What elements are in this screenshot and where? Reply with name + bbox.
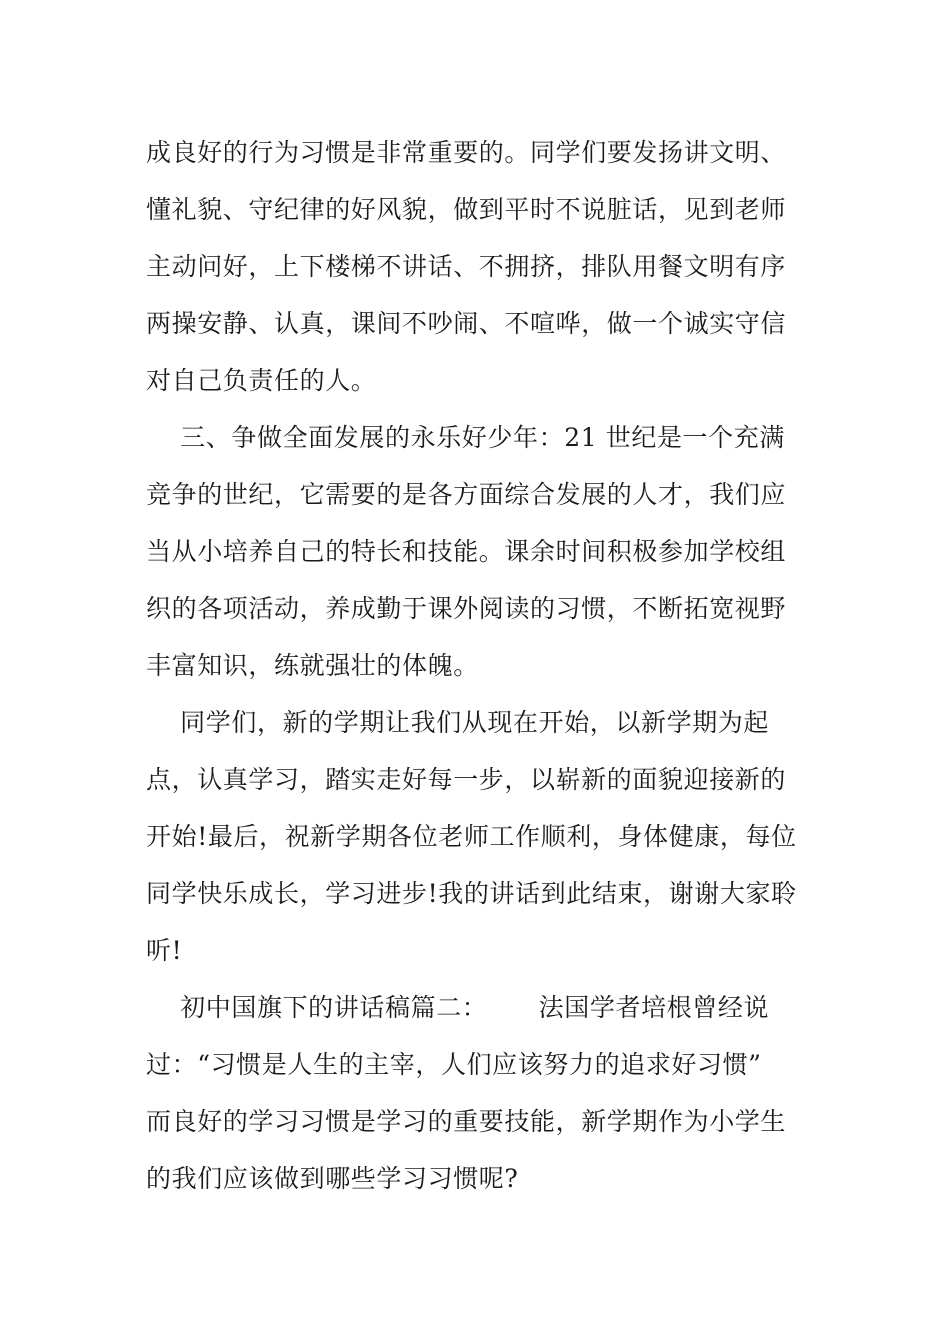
text-line: 同学快乐成长，学习进步!我的讲话到此结束，谢谢大家聆	[146, 879, 797, 908]
text-line: 当从小培养自己的特长和技能。课余时间积极参加学校组	[146, 537, 787, 566]
paragraph-2	[146, 409, 811, 694]
text-line: 丰富知识，练就强壮的体魄。	[146, 651, 479, 680]
text-line: 懂礼貌、守纪律的好风貌，做到平时不说脏话，见到老师	[146, 195, 787, 224]
text-line: 点，认真学习，踏实走好每一步，以崭新的面貌迎接新的	[146, 765, 787, 794]
text-line: 同学们，新的学期让我们从现在开始，以新学期为起	[146, 708, 769, 737]
paragraph-1	[146, 124, 811, 409]
text-line: 听!	[146, 936, 183, 965]
paragraph-4	[146, 979, 811, 1207]
text-line: 对自己负责任的人。	[146, 366, 377, 395]
text-line: 成良好的行为习惯是非常重要的。同学们要发扬讲文明、	[146, 138, 787, 167]
text-line: 三、争做全面发展的永乐好少年：21 世纪是一个充满	[146, 423, 785, 452]
text-line: 初中国旗下的讲话稿篇二： 法国学者培根曾经说	[146, 993, 770, 1022]
text-line: 而良好的学习习惯是学习的重要技能，新学期作为小学生	[146, 1107, 787, 1136]
text-line: 开始!最后，祝新学期各位老师工作顺利，身体健康，每位	[146, 822, 797, 851]
text-line: 织的各项活动，养成勤于课外阅读的习惯，不断拓宽视野	[146, 594, 787, 623]
text-line: 竞争的世纪，它需要的是各方面综合发展的人才，我们应	[146, 480, 787, 509]
paragraph-3	[146, 694, 811, 979]
text-line: 过：“习惯是人生的主宰，人们应该努力的追求好习惯”	[146, 1050, 762, 1079]
text-line: 主动问好，上下楼梯不讲话、不拥挤，排队用餐文明有序	[146, 252, 787, 281]
text-line: 的我们应该做到哪些学习习惯呢?	[146, 1164, 519, 1193]
text-line: 两操安静、认真，课间不吵闹、不喧哗，做一个诚实守信	[146, 309, 787, 338]
